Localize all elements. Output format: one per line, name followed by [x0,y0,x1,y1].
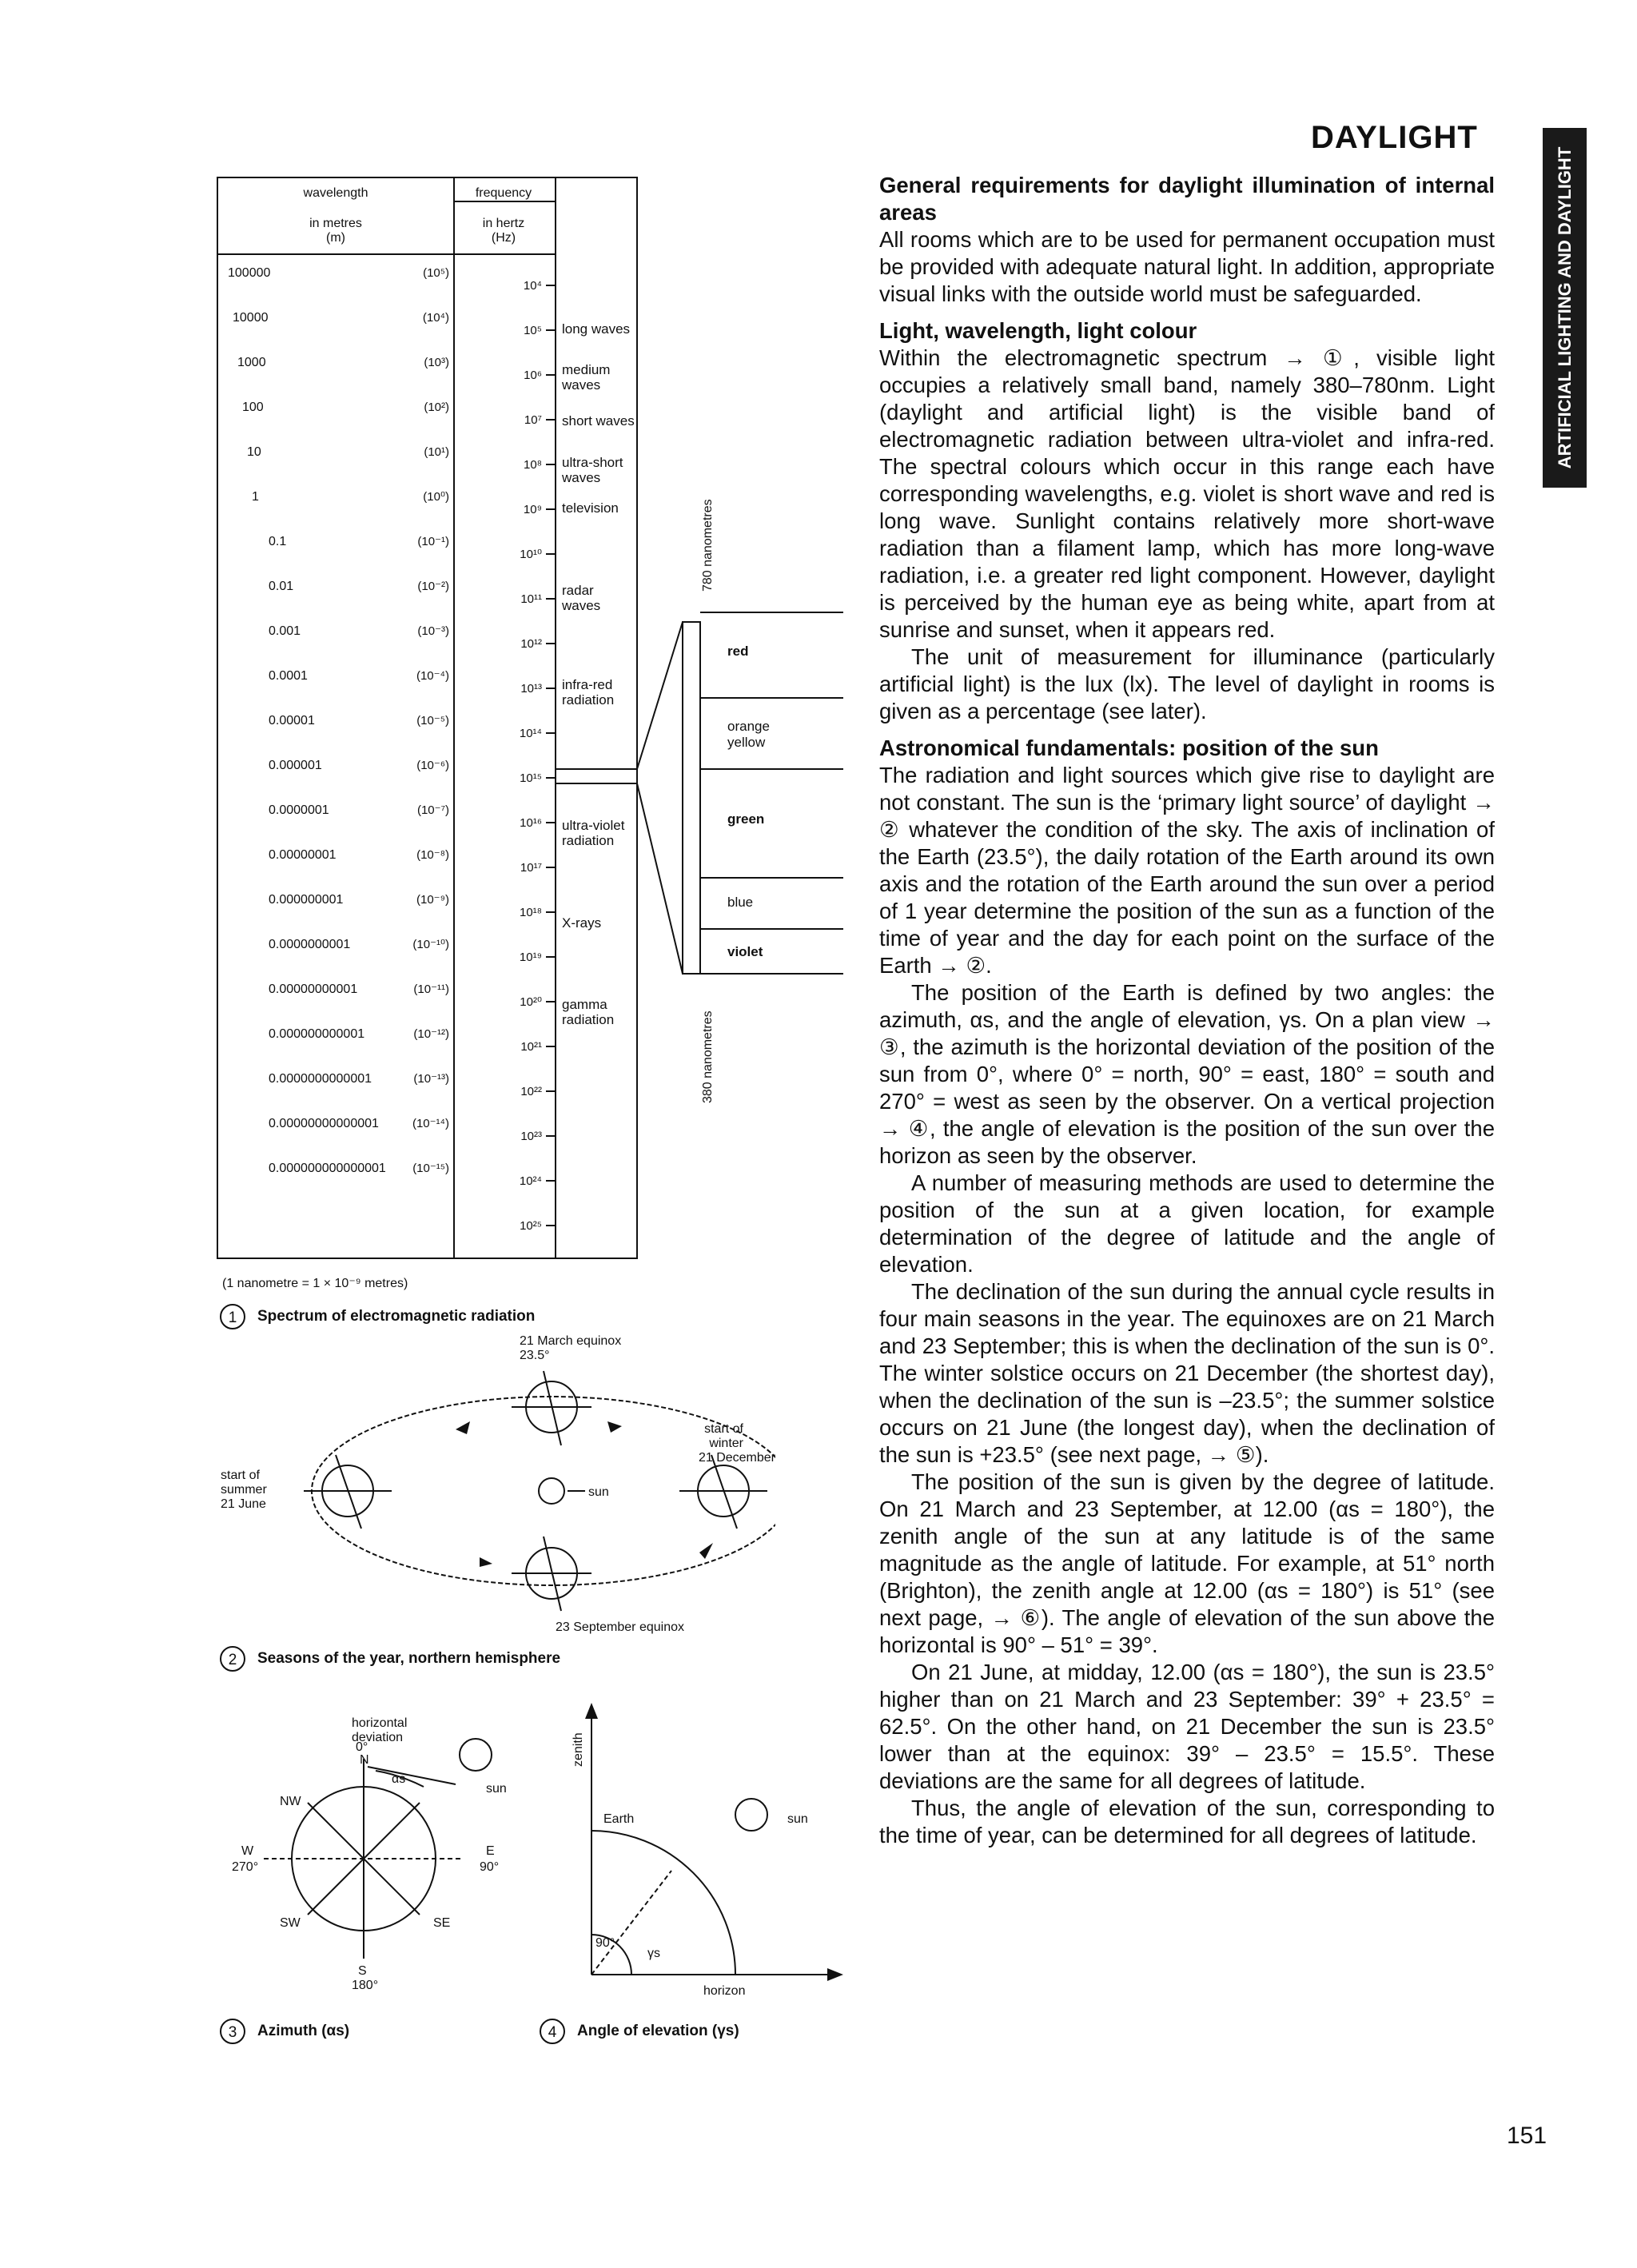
label-horizon: horizon [703,1984,746,1998]
svg-text:1: 1 [228,1309,237,1326]
band-label: long waves [562,321,631,337]
figure3-caption [219,2018,523,2045]
frequency-value: 10⁵ [524,324,542,337]
seasons-figure [216,1327,775,1647]
label-90deg: 90° [595,1936,615,1950]
wavelength-power: (10⁻¹⁰) [412,938,449,951]
wavelength-value: 0.0000000000001 [269,1072,372,1086]
band-label: radiation [562,833,615,848]
label-780nm: 780 nanometres [701,499,715,592]
label-w: W [241,1844,254,1858]
label-winter-1: start of [704,1422,743,1436]
wavelength-power: (10⁰) [423,490,449,504]
azimuth-figure [232,1695,520,2007]
page-number: 151 [1507,2123,1547,2149]
wavelength-power: (10⁻¹⁴) [412,1117,449,1130]
frequency-value: 10⁷ [524,413,542,427]
paragraph: The unit of measurement for illuminance (particularly artificial light) is the lux (lx). The level of daylight in rooms is given as a percentage (see later). [879,644,1495,723]
label-0deg: 0° [356,1740,368,1754]
band-label: X-rays [562,915,602,931]
svg-text:4: 4 [548,2024,557,2041]
label-gamma: γs [647,1947,660,1960]
header-frequency: frequency [475,186,532,200]
colour-violet: violet [727,944,763,959]
wavelength-power: (10⁻⁷) [416,803,449,817]
label-summer-3: 21 June [221,1497,266,1511]
label-s: S [358,1964,367,1978]
wavelength-power: (10¹) [424,445,449,459]
wavelength-power: (10⁻¹¹) [413,983,449,996]
band-label: waves [562,598,601,613]
label-summer-2: summer [221,1483,267,1497]
spectrum-figure [0,0,863,1319]
frequency-value: 10¹³ [520,682,542,696]
figure3-caption-text: Azimuth (αs) [257,2023,350,2039]
label-zenith: zenith [572,1732,585,1767]
label-winter-2: winter [709,1437,743,1450]
paragraph: Within the electromagnetic spectrum → ①, visible light occupies a relatively small band, namely 380–780nm. Light (daylight and artificial light) is the visible band of electromagnetic radiation between ultra-violet and infra-red. The spectral colours which occur in this range each have corresponding wavelengths, e.g. violet is short wave and red is long wave. Sunlight contains relatively more short-wave radiation than a filament lamp, which has more long-wave radiation, i.e. a greater red light component. However, daylight is perceived by the human eye as being white, apart from at sunrise and sunset, when it appears red. [879,345,1495,642]
elevation-figure [560,1695,847,2015]
band-label: infra-red [562,677,613,692]
caption-number-circle [539,2018,566,2045]
nanometre-footnote: (1 nanometre = 1 × 10⁻⁹ metres) [222,1277,408,1290]
figure2-caption [219,1645,779,1672]
wavelength-power: (10²) [424,401,449,414]
frequency-value: 10¹⁶ [520,816,542,830]
paragraph: The position of the sun is given by the degree of latitude. On 21 March and 23 September, at 12.00 (αs = 180°), the zenith angle of the sun at any latitude is of the same magnitude as the angle of latitude. For example, at 51° north (Brighton), the zenith angle at 12.00 (αs = 180°) is 51° (see next page, → ⑥). The angle of elevation of the sun above the horizontal is 90° – 51° = 39°. [879,1469,1495,1657]
paragraph: The declination of the sun during the annual cycle results in four main seasons in the year. The equinoxes are on 21 March and 23 September; this is when the declination of the sun is 0°. The winter solstice occurs on 21 December (the shortest day), when the declination of the sun is –23.5°; the summer solstice occurs on 21 June (the longest day), when the declination of the sun is +23.5° (see next page, → ⑤). [879,1279,1495,1467]
paragraph: The radiation and light sources which give rise to daylight are not constant. The sun is the ‘primary light source’ of daylight → ② whatever the condition of the sky. The axis of inclination of the Earth (23.5°), the daily rotation of the Earth around its own axis and the rotation of the Earth around the sun over a period of 1 year determine the position of the sun as a function of the time of year and the day for each point on the surface of the Earth → ②. [879,763,1495,978]
wavelength-value: 0.000000000001 [269,1027,365,1041]
wavelength-value: 0.001 [269,624,301,638]
frequency-value: 10²² [520,1085,542,1098]
header-wavelength: wavelength [303,186,368,200]
figure4-caption [539,2018,842,2045]
wavelength-power: (10⁻⁵) [416,714,449,727]
wavelength-value: 10 [247,445,261,459]
paragraph: All rooms which are to be used for permanent occupation must be provided with adequate natural light. In addition, appropriate visual links with the outside world must be safeguarded. [879,227,1495,306]
band-label: waves [562,470,601,485]
wavelength-power: (10⁻¹⁵) [412,1162,449,1175]
wavelength-power: (10⁻²) [417,580,449,593]
header-wavelength-unit2: (m) [326,231,345,245]
label-e: E [486,1844,495,1858]
frequency-value: 10²⁴ [519,1174,542,1188]
wavelength-value: 0.00000001 [269,848,337,862]
band-label: waves [562,377,601,393]
band-label: television [562,500,619,516]
paragraph: Thus, the angle of elevation of the sun, corresponding to the time of year, can be determined for all degrees of latitude. [879,1796,1495,1847]
label-n: N [360,1753,369,1767]
label-w-deg: 270° [232,1860,259,1874]
wavelength-value: 0.00000000001 [269,983,358,996]
header-frequency-unit2: (Hz) [491,231,516,245]
frequency-value: 10²³ [520,1130,542,1143]
band-label: ultra-short [562,455,623,470]
wavelength-value: 0.00000000000001 [269,1117,379,1130]
figure1-caption [219,1303,779,1330]
frequency-value: 10¹⁴ [519,727,542,740]
wavelength-value: 100 [242,401,264,414]
frequency-value: 10¹⁷ [520,861,542,875]
label-summer-1: start of [221,1469,260,1482]
label-nw: NW [280,1795,301,1808]
label-september: 23 September equinox [556,1620,684,1634]
wavelength-value: 0.0001 [269,669,308,683]
label-e-deg: 90° [480,1860,500,1874]
frequency-value: 10²⁵ [520,1219,542,1233]
label-alpha: αs [392,1772,406,1786]
wavelength-value: 1 [252,490,259,504]
band-label: radiation [562,1012,615,1027]
caption-number-circle [219,2018,246,2045]
frequency-value: 10⁶ [524,369,542,382]
label-sw: SW [280,1916,301,1930]
frequency-value: 10⁴ [523,279,542,293]
caption-number-circle [219,1303,246,1330]
figure2-caption-text: Seasons of the year, northern hemisphere [257,1650,561,1667]
section-tab [1543,128,1587,488]
paragraph: A number of measuring methods are used to determine the position of the sun at a given location, for example determination of the degree of latitude and the angle of elevation. [879,1170,1495,1277]
band-label: ultra-violet [562,818,625,833]
wavelength-power: (10⁻¹) [417,535,449,548]
label-tilt: 23.5° [520,1349,550,1362]
label-se: SE [433,1916,451,1930]
wavelength-power: (10³) [424,356,449,369]
label-s-deg: 180° [352,1979,379,1992]
colour-green: green [727,811,765,827]
label-horizontal-2: deviation [352,1731,404,1744]
label-earth: Earth [603,1812,635,1826]
header-frequency-unit: in hertz [482,217,525,230]
wavelength-power: (10⁻⁸) [416,848,449,862]
label-sun: sun [486,1782,507,1796]
page-title: DAYLIGHT [1311,120,1478,155]
frequency-value: 10¹⁹ [519,951,542,964]
wavelength-value: 0.00001 [269,714,315,727]
wavelength-power: (10⁻⁹) [416,893,449,907]
frequency-value: 10¹² [520,637,542,651]
wavelength-value: 1000 [237,356,266,369]
wavelength-power: (10⁻¹³) [413,1072,449,1086]
wavelength-value: 0.000001 [269,759,322,772]
frequency-value: 10⁸ [523,458,542,472]
wavelength-value: 0.000000001 [269,893,344,907]
wavelength-value: 100000 [228,266,271,280]
frequency-value: 10²¹ [520,1040,542,1054]
label-march: 21 March equinox [520,1334,622,1348]
wavelength-power: (10⁻¹²) [413,1027,449,1041]
wavelength-power: (10⁻⁶) [416,759,449,772]
svg-text:3: 3 [228,2024,237,2041]
colour-yellow: yellow [727,735,766,750]
band-label: gamma [562,997,607,1012]
wavelength-value: 10000 [233,311,269,325]
label-horizontal-1: horizontal [352,1716,408,1730]
wavelength-value: 0.000000000000001 [269,1162,386,1175]
wavelength-value: 0.0000001 [269,803,329,817]
band-label: radar [562,583,594,598]
wavelength-value: 0.01 [269,580,294,593]
label-sun: sun [787,1812,808,1826]
heading-light: Light, wavelength, light colour [879,318,1197,343]
wavelength-power: (10⁵) [423,266,449,280]
colour-orange: orange [727,719,770,734]
wavelength-power: (10⁻⁴) [416,669,449,683]
svg-text:2: 2 [228,1652,237,1668]
header-wavelength-unit: in metres [309,217,362,230]
section-tab-label: ARTIFICIAL LIGHTING AND DAYLIGHT [1554,146,1575,469]
colour-red: red [727,644,749,659]
body-text [879,172,1495,1849]
paragraph: The position of the Earth is defined by two angles: the azimuth, αs, and the angle of elevation, γs. On a plan view → ③, the azimuth is the horizontal deviation of the position of the sun from 0°, where 0° = north, 90° = east, 180° = south and 270° = west as seen by the observer. On a vertical projection → ④, the angle of elevation is the position of the sun over the horizon as seen by the observer. [879,980,1495,1168]
frequency-value: 10¹⁵ [520,771,542,785]
frequency-value: 10¹⁰ [520,548,542,561]
label-sun: sun [588,1485,609,1499]
wavelength-power: (10⁴) [422,311,449,325]
band-label: short waves [562,413,635,428]
caption-number-circle [219,1645,246,1672]
frequency-value: 10⁹ [523,503,542,516]
wavelength-value: 0.1 [269,535,287,548]
heading-requirements: General requirements for daylight illumination of internal areas [879,173,1495,225]
frequency-value: 10¹⁸ [519,906,542,919]
band-label: radiation [562,692,615,708]
wavelength-power: (10⁻³) [417,624,449,638]
figure4-caption-text: Angle of elevation (γs) [577,2023,739,2039]
frequency-value: 10²⁰ [520,995,542,1009]
paragraph: On 21 June, at midday, 12.00 (αs = 180°), the sun is 23.5° higher than on 21 March and 23 September: 39° + 23.5° = 62.5°. On the other hand, on 21 December the sun is 23.5° lower than at the equinox: 39° – 23.5° = 15.5°. These deviations are the same for all degrees of latitude. [879,1660,1495,1793]
figure1-caption-text: Spectrum of electromagnetic radiation [257,1308,536,1325]
frequency-value: 10¹¹ [520,592,542,606]
colour-blue: blue [727,895,754,910]
wavelength-value: 0.0000000001 [269,938,351,951]
heading-astronomical: Astronomical fundamentals: position of the sun [879,735,1379,760]
band-label: medium [562,362,611,377]
label-winter-3: 21 December [698,1451,775,1465]
label-380nm: 380 nanometres [701,1010,715,1103]
